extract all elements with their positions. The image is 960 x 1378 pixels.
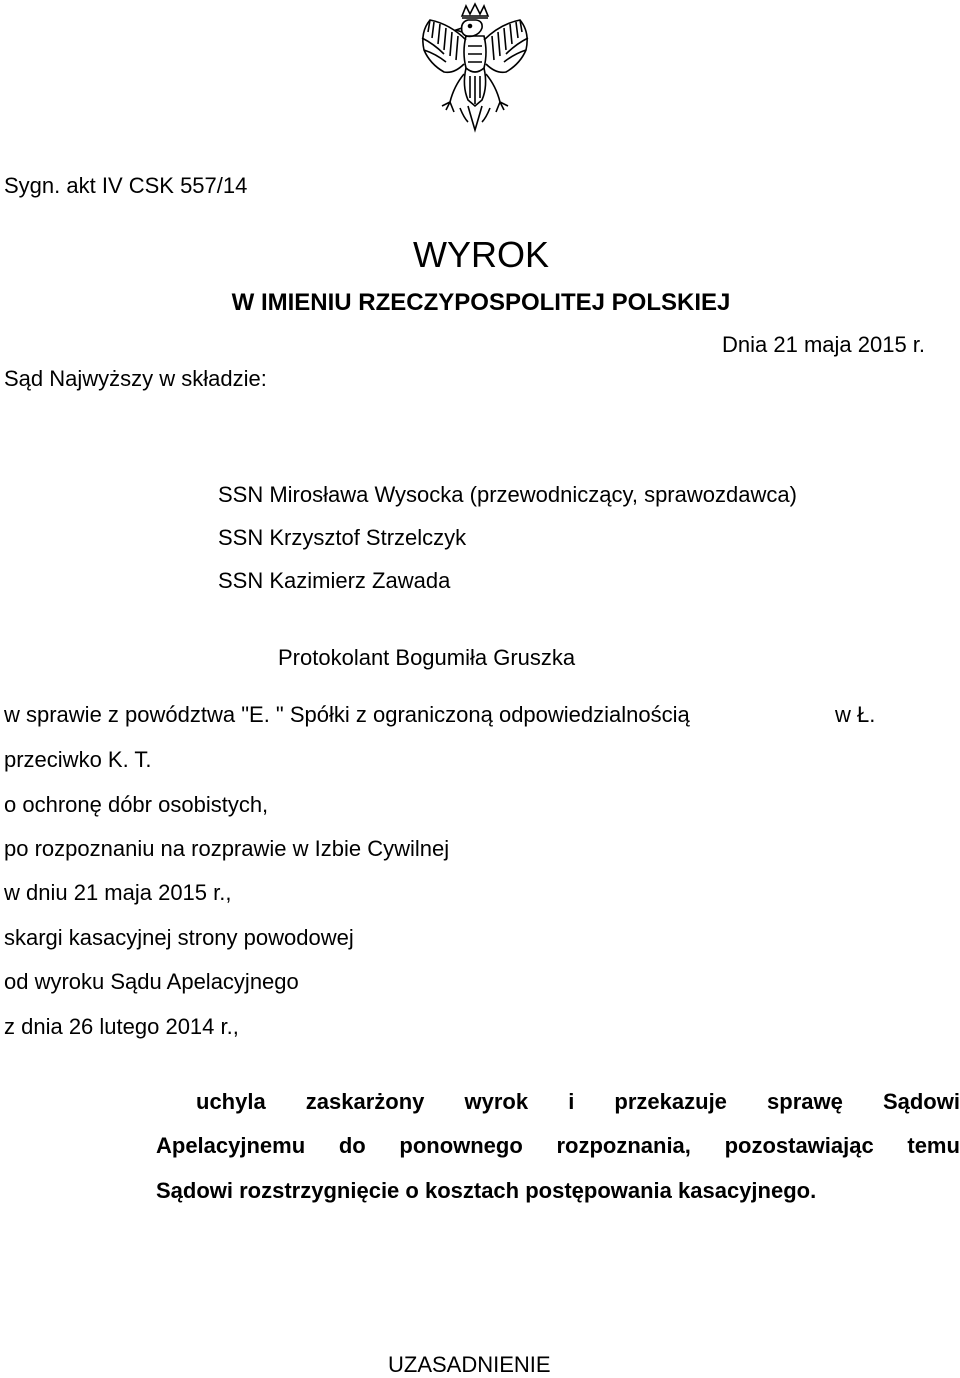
document-subtitle: W IMIENIU RZECZYPOSPOLITEJ POLSKIEJ xyxy=(231,289,731,316)
polish-eagle-emblem xyxy=(410,2,540,134)
appealed-date: z dnia 26 lutego 2014 r., xyxy=(4,1014,239,1039)
document-title: WYROK xyxy=(412,234,549,275)
ruling-word: do xyxy=(338,1133,366,1158)
appealed-from: od wyroku Sądu Apelacyjnego xyxy=(4,969,299,994)
ruling-word: i xyxy=(568,1089,575,1114)
defendant: przeciwko K. T. xyxy=(4,747,152,772)
judge-2: SSN Krzysztof Strzelczyk xyxy=(218,525,467,550)
ruling-line-1 xyxy=(196,1089,960,1115)
ruling-word: temu xyxy=(907,1133,960,1158)
plaintiff-city: w Ł. xyxy=(835,702,876,727)
ruling-word: uchyla xyxy=(196,1089,266,1114)
appeal-type: skargi kasacyjnej strony powodowej xyxy=(4,925,354,950)
judge-3: SSN Kazimierz Zawada xyxy=(218,568,451,593)
case-subject: o ochronę dóbr osobistych, xyxy=(4,792,269,817)
judge-1: SSN Mirosława Wysocka (przewodniczący, sprawozdawca) xyxy=(218,482,797,507)
ruling-word: ponownego xyxy=(399,1133,523,1158)
ruling-line-3: Sądowi rozstrzygnięcie o kosztach postępowania kasacyjnego. xyxy=(156,1178,817,1203)
justification-heading: UZASADNIENIE xyxy=(388,1352,551,1377)
ruling-word: rozpoznania, xyxy=(556,1133,691,1158)
hearing-info: po rozpoznaniu na rozprawie w Izbie Cywilnej xyxy=(4,836,450,861)
ruling-word: zaskarżony xyxy=(305,1089,425,1114)
ruling-line-2 xyxy=(156,1133,960,1159)
ruling-word: Sądowi xyxy=(882,1089,960,1114)
ruling-word: pozostawiając xyxy=(724,1133,874,1158)
ruling-word: Apelacyjnemu xyxy=(156,1133,306,1158)
court-composition-label: Sąd Najwyższy w składzie: xyxy=(4,366,267,391)
plaintiff-line: w sprawie z powództwa "E. " Spółki z ograniczoną odpowiedzialnością xyxy=(4,702,690,727)
ruling-date: Dnia 21 maja 2015 r. xyxy=(722,332,926,357)
ruling-word: przekazuje xyxy=(614,1089,727,1114)
ruling-word: sprawę xyxy=(767,1089,843,1114)
ruling-word: wyrok xyxy=(464,1089,529,1114)
case-number: Sygn. akt IV CSK 557/14 xyxy=(4,173,248,198)
hearing-date: w dniu 21 maja 2015 r., xyxy=(4,880,232,905)
clerk: Protokolant Bogumiła Gruszka xyxy=(278,645,576,670)
